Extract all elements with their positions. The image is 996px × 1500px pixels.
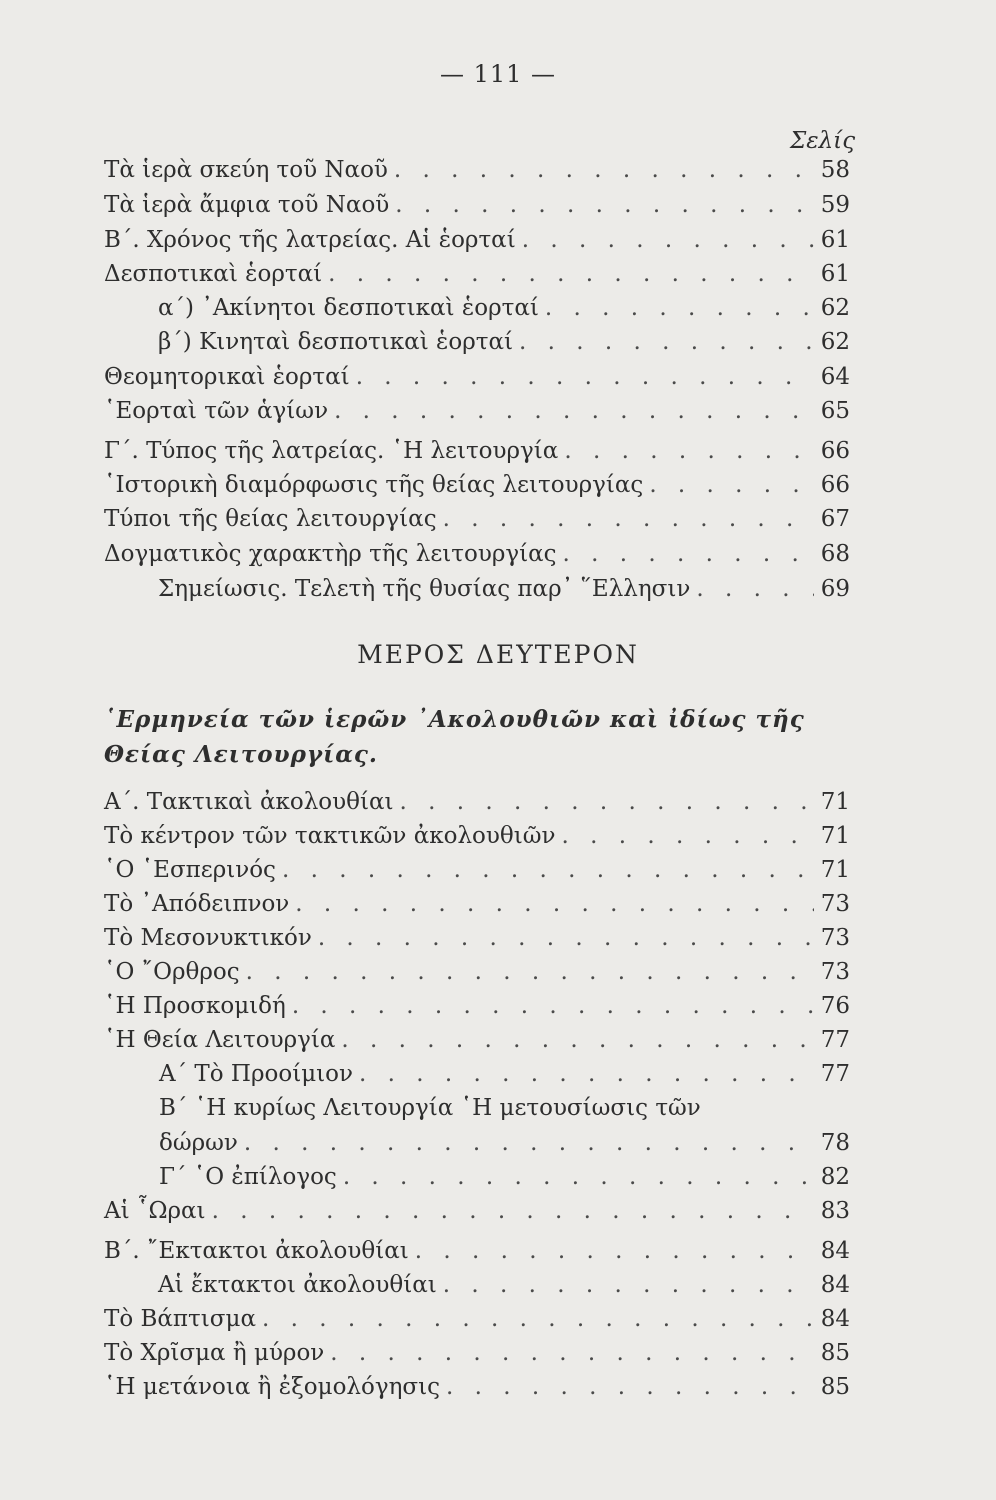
toc-entry-label: Σημείωσις. Τελετὴ τῆς θυσίας παρ᾿ ῞Ελλησιν [158,576,691,602]
toc-entry-page: 71 [820,823,850,849]
leader-dots [244,1126,814,1160]
toc-entry[interactable] [104,989,850,1023]
leader-dots [545,291,814,325]
toc-entry-label: Αἱ ῟Ωραι [104,1198,206,1224]
toc-entry-label: Τὸ ᾿Απόδειπνον [104,891,290,917]
toc-entry-page: 73 [820,925,850,951]
toc-entry-label: ῾Η Θεία Λειτουργία [104,1027,336,1053]
page-number: — 111 — [439,60,557,88]
toc-entry-label: Τύποι τῆς θείας λειτουργίας [104,506,437,532]
toc-entry-page: 66 [820,438,850,464]
toc-entry-label: ῾Εορταὶ τῶν ἁγίων [104,398,329,424]
toc-entry-label: ῾Ο ῾Εσπερινός [104,857,276,883]
toc-entry-page: 62 [820,295,850,321]
toc-entry[interactable] [158,1268,850,1302]
toc-entry[interactable] [158,291,850,325]
toc-entry[interactable] [104,153,850,187]
leader-dots [330,1336,814,1370]
page-column-label: Σελίς [790,128,856,154]
toc-entry-page: 67 [820,506,850,532]
leader-dots [262,1302,814,1336]
toc-entry-page: 84 [820,1272,850,1298]
toc-entry-page: 73 [820,959,850,985]
toc-entry-page: 77 [820,1027,850,1053]
leader-dots [318,921,814,955]
toc-entry[interactable] [104,434,850,468]
toc-entry[interactable] [104,1194,850,1228]
toc-entry-page: 85 [820,1374,850,1400]
toc-entry[interactable] [104,921,850,955]
toc-entry-label: Τὸ Μεσονυκτικόν [104,925,312,951]
leader-dots [343,1160,814,1194]
leader-dots [562,819,815,853]
leader-dots [246,955,814,989]
toc-entry-label: β΄) Κινηταὶ δεσποτικαὶ ἑορταί [158,329,514,355]
toc-entry-page: 78 [820,1130,850,1156]
toc-entry-label: α΄) ᾿Ακίνητοι δεσποτικαὶ ἑορταί [158,295,539,321]
toc-entry[interactable] [104,819,850,853]
toc-entry-page: 68 [820,541,850,567]
toc-entry[interactable] [104,223,850,257]
toc-entry-label: δώρων [159,1130,238,1156]
toc-entry-page: 82 [820,1164,850,1190]
leader-dots [443,502,814,536]
toc-entry-page: 58 [820,157,850,183]
leader-dots [563,537,814,571]
toc-entry-page: 83 [820,1198,850,1224]
toc-entry-page: 61 [820,261,850,287]
toc-entry[interactable] [104,1023,850,1057]
toc-entry[interactable] [159,1160,850,1194]
leader-dots [295,887,814,921]
section-subheading-continued: Θείας Λειτουργίας. [104,741,378,768]
toc-entry[interactable] [158,572,850,606]
toc-entry-label: ῾Ο ῎Ορθρος [104,959,240,985]
toc-entry[interactable] [104,502,850,536]
toc-entry-page: 84 [820,1306,850,1332]
leader-dots [395,188,814,222]
leader-dots [564,434,814,468]
leader-dots [696,572,814,606]
toc-entry-label: Α΄. Τακτικαὶ ἀκολουθίαι [104,789,394,815]
section-subheading: ῾Ερμηνεία τῶν ἱερῶν ᾿Ακολουθιῶν καὶ ἰδίως τῆς [104,706,805,733]
leader-dots [519,325,814,359]
leader-dots [292,989,814,1023]
toc-entry[interactable] [104,1234,850,1268]
toc-entry-label: Θεομητορικαὶ ἑορταί [104,364,350,390]
toc-entry-page: 61 [820,227,850,253]
toc-entry-label: Γ΄. Τύπος τῆς λατρείας. ῾Η λειτουργία [104,438,559,464]
toc-entry-page: 62 [820,329,850,355]
toc-entry-label: ῾Ιστορικὴ διαμόρφωσις τῆς θείας λειτουργίας [104,472,644,498]
toc-entry-page: 59 [820,192,850,218]
toc-entry[interactable] [159,1091,850,1125]
toc-entry[interactable] [104,955,850,989]
toc-entry-page: 84 [820,1238,850,1264]
toc-entry-page: 71 [820,789,850,815]
toc-entry-label: Τὸ Βάπτισμα [104,1306,256,1332]
toc-entry[interactable] [158,325,850,359]
toc-entry[interactable] [104,394,850,428]
toc-entry-label: Γ΄ ῾Ο ἐπίλογος [159,1164,337,1190]
leader-dots [212,1194,814,1228]
toc-entry[interactable] [104,785,850,819]
part-heading: ΜΕΡΟΣ ΔΕΥΤΕΡΟΝ [357,640,639,669]
toc-entry-page: 71 [820,857,850,883]
leader-dots [443,1268,814,1302]
toc-entry-label: ῾Η μετάνοια ἢ ἐξομολόγησις [104,1374,440,1400]
toc-entry-page: 64 [820,364,850,390]
toc-entry-page: 85 [820,1340,850,1366]
leader-dots [415,1234,814,1268]
leader-dots [359,1057,814,1091]
toc-entry[interactable] [159,1057,850,1091]
toc-entry[interactable] [104,537,850,571]
toc-entry[interactable] [104,1302,850,1336]
toc-entry[interactable] [104,188,850,222]
toc-entry-label: Τὸ Χρῖσμα ἢ μύρον [104,1340,325,1366]
toc-entry[interactable] [104,468,850,502]
toc-entry-page: 65 [820,398,850,424]
toc-entry[interactable] [104,360,850,394]
leader-dots [282,853,814,887]
toc-entry-label: Δογματικὸς χαρακτὴρ τῆς λειτουργίας [104,541,557,567]
toc-entry[interactable] [104,1370,850,1404]
leader-dots [394,153,814,187]
toc-entry-page: 77 [820,1061,850,1087]
toc-entry-page: 69 [820,576,850,602]
toc-entry-label: Δεσποτικαὶ ἑορταί [104,261,323,287]
toc-entry-page: 66 [820,472,850,498]
leader-dots [400,785,814,819]
leader-dots [522,223,814,257]
leader-dots [649,468,814,502]
toc-entry-label: Τὰ ἱερὰ σκεύη τοῦ Ναοῦ [104,157,388,183]
toc-entry-label: ῾Η Προσκομιδή [104,993,286,1019]
toc-entry-label: Β΄. ῎Εκτακτοι ἀκολουθίαι [104,1238,409,1264]
toc-entry[interactable] [159,1126,850,1160]
toc-entry-label: Β΄. Χρόνος τῆς λατρείας. Αἱ ἑορταί [104,227,516,253]
toc-entry[interactable] [104,853,850,887]
leader-dots [334,394,814,428]
leader-dots [341,1023,814,1057]
toc-entry[interactable] [104,257,850,291]
toc-entry-label: Τὰ ἱερὰ ἄμφια τοῦ Ναοῦ [104,192,390,218]
toc-entry[interactable] [104,887,850,921]
leader-dots [356,360,814,394]
leader-dots [446,1370,814,1404]
leader-dots [328,257,814,291]
toc-entry-label: Αἱ ἔκτακτοι ἀκολουθίαι [158,1272,437,1298]
toc-entry-page: 73 [820,891,850,917]
toc-entry-page: 76 [820,993,850,1019]
toc-entry[interactable] [104,1336,850,1370]
toc-entry-label: Τὸ κέντρον τῶν τακτικῶν ἀκολουθιῶν [104,823,556,849]
toc-entry-label: Β΄ ῾Η κυρίως Λειτουργία ῾Η μετουσίωσις τῶν [159,1095,701,1121]
toc-entry-label: Α΄ Τὸ Προοίμιον [159,1061,354,1087]
